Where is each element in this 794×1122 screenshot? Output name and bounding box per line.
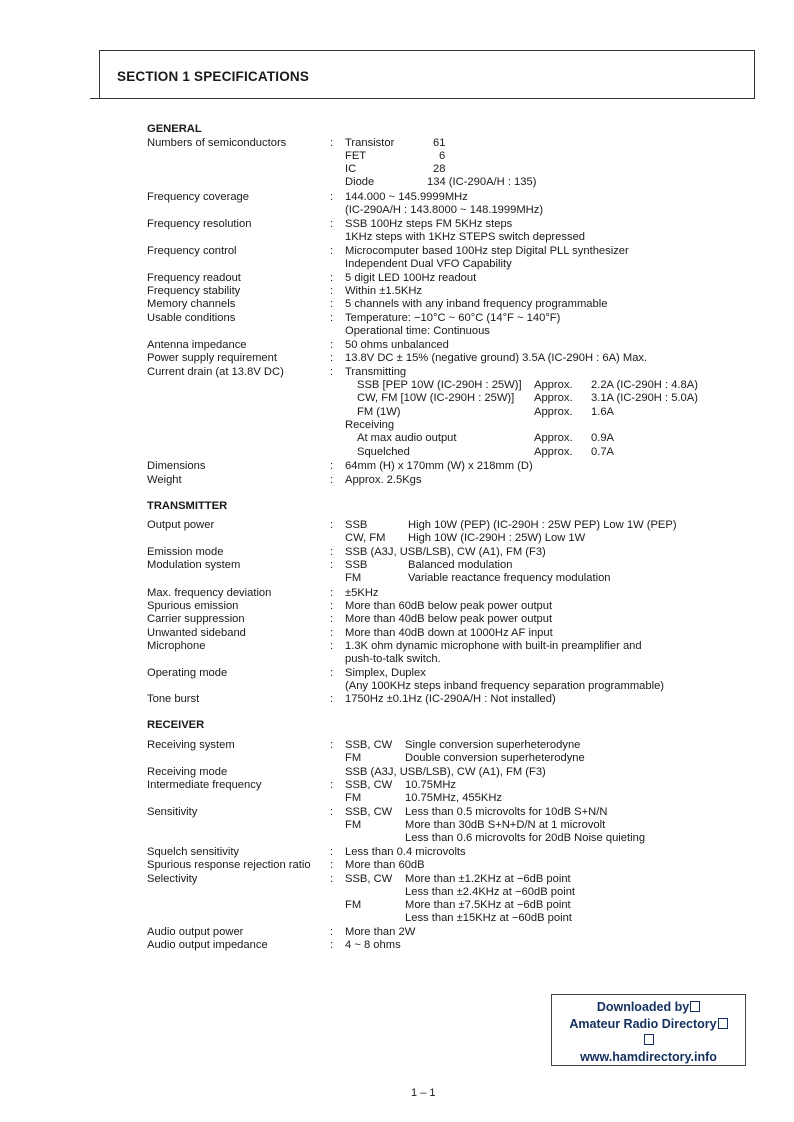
colon: : — [330, 613, 334, 625]
spec-value: (Any 100KHz steps inband frequency separation programmable) — [345, 680, 665, 692]
colon: : — [330, 298, 334, 310]
spec-label: Receiving mode — [147, 766, 228, 778]
spec-label: Weight — [147, 474, 182, 486]
download-line — [552, 999, 745, 1016]
spec-value: IC — [345, 163, 357, 175]
colon: : — [330, 667, 334, 679]
spec-value: 10.75MHz — [405, 779, 456, 791]
colon: : — [330, 846, 334, 858]
spec-value: 4 ~ 8 ohms — [345, 939, 401, 951]
spec-label: Output power — [147, 519, 215, 531]
spec-value: ±5KHz — [345, 587, 379, 599]
spec-value: FM (1W) — [357, 406, 401, 418]
spec-value: Less than ±2.4KHz at −60dB point — [405, 886, 576, 898]
colon: : — [330, 779, 334, 791]
spec-value: Temperature: −10°C ~ 60°C (14°F ~ 140°F) — [345, 312, 561, 324]
spec-label: Memory channels — [147, 298, 236, 310]
spec-value: CW, FM — [345, 532, 386, 544]
spec-value: push-to-talk switch. — [345, 653, 441, 665]
spec-value: More than ±1.2KHz at −6dB point — [405, 873, 571, 885]
colon: : — [330, 218, 334, 230]
spec-value: 10.75MHz, 455KHz — [405, 792, 503, 804]
spec-value: More than 40dB below peak power output — [345, 613, 553, 625]
spec-value: Approx. — [534, 446, 573, 458]
spec-value: CW, FM [10W (IC-290H : 25W)] — [357, 392, 515, 404]
colon: : — [330, 285, 334, 297]
spec-label: Audio output power — [147, 926, 244, 938]
spec-value: SSB, CW — [345, 806, 393, 818]
spec-value: 5 channels with any inband frequency programmable — [345, 298, 608, 310]
spec-value: 6 — [439, 150, 446, 162]
spec-value: Simplex, Duplex — [345, 667, 426, 679]
spec-value: At max audio output — [357, 432, 457, 444]
spec-label: Carrier suppression — [147, 613, 245, 625]
spec-value: High 10W (IC-290H : 25W) Low 1W — [408, 532, 586, 544]
spec-value: Variable reactance frequency modulation — [408, 572, 611, 584]
spec-value: FM — [345, 792, 362, 804]
spec-value: More than 2W — [345, 926, 416, 938]
box-glyph-icon — [690, 1001, 700, 1012]
spec-value: SSB, CW — [345, 779, 393, 791]
spec-label: Max. frequency deviation — [147, 587, 272, 599]
spec-value: More than 60dB — [345, 859, 425, 871]
spec-value: Microcomputer based 100Hz step Digital PLL synthesizer — [345, 245, 629, 257]
spec-label: Receiving system — [147, 739, 235, 751]
spec-value: 1.3K ohm dynamic microphone with built-in preamplifier and — [345, 640, 642, 652]
spec-value: Single conversion superheterodyne — [405, 739, 581, 751]
spec-value: 1750Hz ±0.1Hz (IC-290A/H : Not installed) — [345, 693, 556, 705]
spec-value: SSB [PEP 10W (IC-290H : 25W)] — [357, 379, 522, 391]
spec-label: Sensitivity — [147, 806, 198, 818]
colon: : — [330, 587, 334, 599]
spec-value: Less than 0.5 microvolts for 10dB S+N/N — [405, 806, 608, 818]
colon: : — [330, 272, 334, 284]
spec-value: SSB (A3J, USB/LSB), CW (A1), FM (F3) — [345, 546, 546, 558]
spec-value: Within ±1.5KHz — [345, 285, 423, 297]
box-glyph-icon — [718, 1018, 728, 1029]
spec-value: More than 40dB down at 1000Hz AF input — [345, 627, 553, 639]
spec-value: High 10W (PEP) (IC-290H : 25W PEP) Low 1W (PEP) — [408, 519, 677, 531]
spec-value: More than 60dB below peak power output — [345, 600, 553, 612]
spec-label: Intermediate frequency — [147, 779, 262, 791]
colon: : — [330, 352, 334, 364]
spec-label: Frequency readout — [147, 272, 241, 284]
spec-label: Frequency stability — [147, 285, 241, 297]
spec-value: FM — [345, 819, 362, 831]
spec-label: Numbers of semiconductors — [147, 137, 287, 149]
spec-value: 5 digit LED 100Hz readout — [345, 272, 477, 284]
colon: : — [330, 640, 334, 652]
spec-value: More than 30dB S+N+D/N at 1 microvolt — [405, 819, 606, 831]
spec-value: Less than 0.6 microvolts for 20dB Noise quieting — [405, 832, 646, 844]
colon: : — [330, 137, 334, 149]
spec-label: Operating mode — [147, 667, 228, 679]
spec-value: Less than 0.4 microvolts — [345, 846, 466, 858]
spec-value: Operational time: Continuous — [345, 325, 490, 337]
spec-label: Selectivity — [147, 873, 198, 885]
colon: : — [330, 739, 334, 751]
spec-value: Squelched — [357, 446, 410, 458]
download-url[interactable]: www.hamdirectory.info — [580, 1049, 717, 1064]
section-heading-receiver: RECEIVER — [147, 719, 205, 731]
spec-label: Squelch sensitivity — [147, 846, 240, 858]
colon: : — [330, 873, 334, 885]
spec-value: 50 ohms unbalanced — [345, 339, 449, 351]
colon: : — [330, 312, 334, 324]
spec-value: SSB 100Hz steps FM 5KHz steps — [345, 218, 513, 230]
section-heading-general: GENERAL — [147, 123, 202, 135]
spec-value: Approx. — [534, 432, 573, 444]
spec-label: Frequency resolution — [147, 218, 252, 230]
page-title: SECTION 1 SPECIFICATIONS — [117, 69, 310, 84]
spec-value: Transistor — [345, 137, 395, 149]
download-stamp — [551, 994, 746, 1066]
header-rule — [90, 98, 754, 99]
spec-value: Less than ±15KHz at −60dB point — [405, 912, 572, 924]
spec-value: 144.000 ~ 145.9999MHz — [345, 191, 468, 203]
colon: : — [330, 191, 334, 203]
spec-value: 64mm (H) x 170mm (W) x 218mm (D) — [345, 460, 533, 472]
spec-value: 28 — [433, 163, 446, 175]
spec-label: Tone burst — [147, 693, 200, 705]
spec-label: Antenna impedance — [147, 339, 247, 351]
spec-value: More than ±7.5KHz at −6dB point — [405, 899, 571, 911]
colon: : — [330, 939, 334, 951]
download-line-text: Downloaded by — [596, 1000, 690, 1014]
spec-label: Current drain (at 13.8V DC) — [147, 366, 284, 378]
spec-label: Power supply requirement — [147, 352, 277, 364]
colon: : — [330, 460, 334, 472]
colon: : — [330, 806, 334, 818]
spec-value: 2.2A (IC-290H : 4.8A) — [591, 379, 698, 391]
spec-label: Frequency control — [147, 245, 237, 257]
spec-value: FET — [345, 150, 367, 162]
section-heading-transmitter: TRANSMITTER — [147, 500, 228, 512]
spec-label: Spurious response rejection ratio — [147, 859, 311, 871]
colon: : — [330, 474, 334, 486]
spec-value: Receiving — [345, 419, 395, 431]
spec-label: Microphone — [147, 640, 206, 652]
colon: : — [330, 245, 334, 257]
spec-label: Spurious emission — [147, 600, 239, 612]
spec-value: FM — [345, 572, 362, 584]
spec-label: Modulation system — [147, 559, 241, 571]
colon: : — [330, 693, 334, 705]
spec-value: Independent Dual VFO Capability — [345, 258, 512, 270]
spec-value: Approx. — [534, 379, 573, 391]
spec-value: Diode — [345, 176, 375, 188]
spec-value: 0.9A — [591, 432, 615, 444]
spec-value: 0.7A — [591, 446, 615, 458]
colon: : — [330, 627, 334, 639]
spec-value: SSB — [345, 519, 368, 531]
spec-value: SSB, CW — [345, 873, 393, 885]
spec-value: Balanced modulation — [408, 559, 513, 571]
spec-value: 13.8V DC ± 15% (negative ground) 3.5A (IC-290H : 6A) Max. — [345, 352, 648, 364]
download-line-text: Amateur Radio Directory — [569, 1016, 717, 1031]
colon: : — [330, 519, 334, 531]
colon: : — [330, 600, 334, 612]
spec-value: Approx. — [534, 406, 573, 418]
colon: : — [330, 339, 334, 351]
spec-value: 61 — [433, 137, 446, 149]
spec-value: 1.6A — [591, 406, 615, 418]
spec-label: Unwanted sideband — [147, 627, 246, 639]
spec-value: (IC-290A/H : 143.8000 ~ 148.1999MHz) — [345, 204, 544, 216]
spec-value: SSB (A3J, USB/LSB), CW (A1), FM (F3) — [345, 766, 546, 778]
colon: : — [330, 926, 334, 938]
spec-value: Double conversion superheterodyne — [405, 752, 585, 764]
spec-value: 1KHz steps with 1KHz STEPS switch depressed — [345, 231, 586, 243]
colon: : — [330, 366, 334, 378]
spec-value: Approx. 2.5Kgs — [345, 474, 422, 486]
spec-label: Dimensions — [147, 460, 206, 472]
spec-value: FM — [345, 899, 362, 911]
download-line — [552, 1032, 745, 1049]
spec-value: 134 (IC-290A/H : 135) — [427, 176, 537, 188]
colon: : — [330, 559, 334, 571]
spec-label: Audio output impedance — [147, 939, 268, 951]
box-glyph-icon — [644, 1034, 654, 1045]
spec-value: SSB — [345, 559, 368, 571]
spec-value: Approx. — [534, 392, 573, 404]
spec-label: Emission mode — [147, 546, 224, 558]
spec-value: Transmitting — [345, 366, 407, 378]
colon: : — [330, 859, 334, 871]
spec-label: Usable conditions — [147, 312, 236, 324]
page-number: 1 – 1 — [411, 1087, 436, 1099]
spec-value: FM — [345, 752, 362, 764]
spec-value: SSB, CW — [345, 739, 393, 751]
spec-label: Frequency coverage — [147, 191, 249, 203]
colon: : — [330, 546, 334, 558]
download-line — [552, 1016, 745, 1033]
spec-value: 3.1A (IC-290H : 5.0A) — [591, 392, 698, 404]
